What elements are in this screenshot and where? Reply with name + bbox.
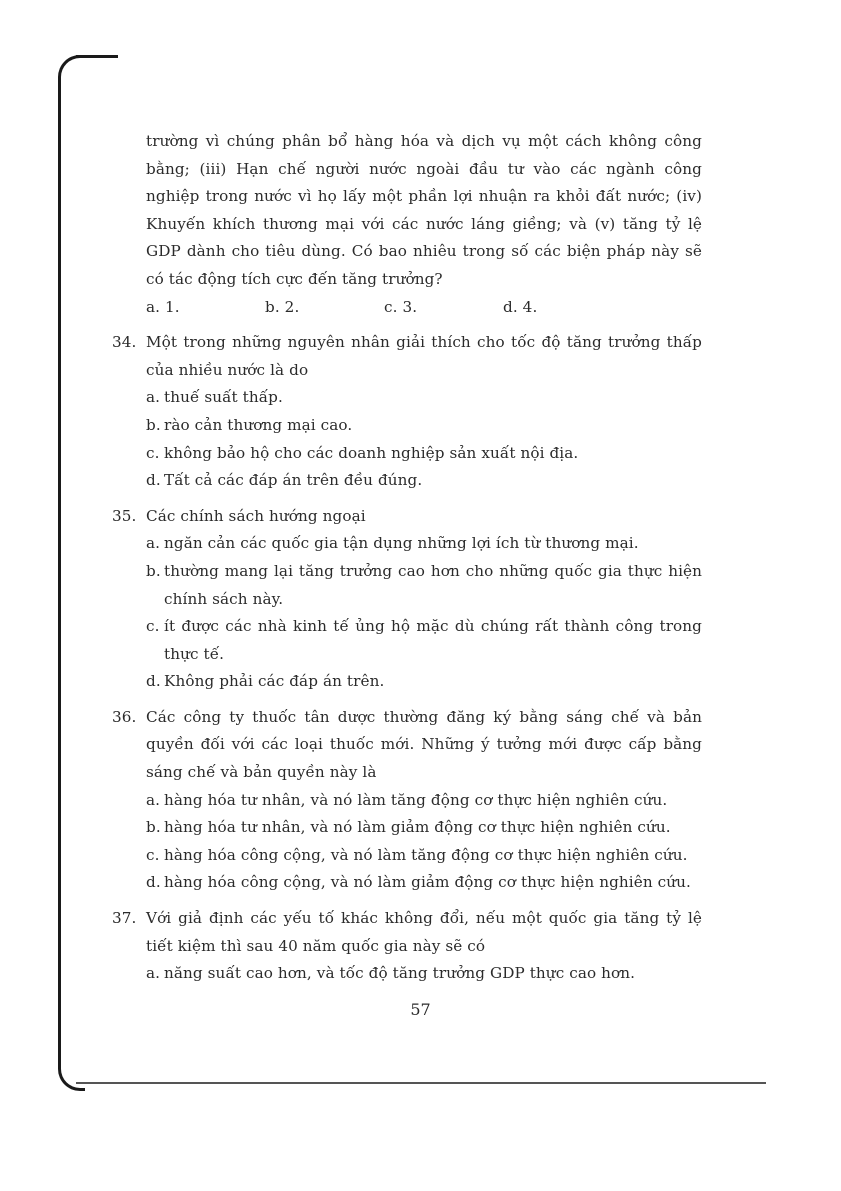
option-text: hàng hóa tư nhân, và nó làm tăng động cơ thực hiện nghiên cứu. (164, 790, 668, 809)
option-letter: a. (146, 534, 161, 553)
page-content (112, 128, 702, 988)
option-letter: c. (146, 443, 160, 462)
question-number: 37. (112, 909, 137, 928)
option-letter: a. (146, 790, 161, 809)
option-b (146, 558, 702, 613)
scan-border-bottom (76, 1082, 766, 1084)
option-text: ngăn cản các quốc gia tận dụng những lợi ích từ thương mại. (164, 534, 639, 553)
option-text: rào cản thương mại cao. (164, 415, 353, 434)
intro-paragraph: trường vì chúng phân bổ hàng hóa và dịch vụ một cách không công bằng; (iii) Hạn chế người nước ngoài đầu tư vào các ngành công nghiệp trong nước vì họ lấy một phần lợi nhuận ra khỏi đất nước; (iv) Khuyến khích thương mại với các nước láng giềng; và (v) tăng tỷ lệ GDP dành cho tiêu dùng. Có bao nhiêu trong số các biện pháp này sẽ có tác động tích cực đến tăng trưởng? (146, 132, 702, 288)
intro-option-d: d. 4. (503, 297, 538, 316)
option-letter: b. (146, 415, 161, 434)
option-c (146, 842, 702, 870)
page-number: 57 (410, 1000, 431, 1019)
option-text: hàng hóa công cộng, và nó làm tăng động cơ thực hiện nghiên cứu. (164, 845, 688, 864)
scan-border-top (76, 55, 118, 58)
option-a (146, 960, 702, 988)
question-34 (112, 329, 702, 495)
question-36 (112, 704, 702, 897)
option-text: thường mang lại tăng trưởng cao hơn cho những quốc gia thực hiện chính sách này. (164, 561, 702, 608)
intro-option-b: b. 2. (265, 297, 300, 316)
question-stem: Với giả định các yếu tố khác không đổi, nếu một quốc gia tăng tỷ lệ tiết kiệm thì sau 40 năm quốc gia này sẽ có (146, 909, 702, 955)
option-d (146, 467, 702, 495)
option-c (146, 440, 702, 468)
question-stem: Các chính sách hướng ngoại (146, 506, 366, 525)
option-a (146, 787, 702, 815)
option-a (146, 384, 702, 412)
option-letter: b. (146, 561, 161, 580)
option-text: hàng hóa công cộng, và nó làm giảm động cơ thực hiện nghiên cứu. (164, 873, 691, 892)
question-number: 35. (112, 506, 137, 525)
option-letter: d. (146, 471, 161, 490)
option-letter: c. (146, 845, 160, 864)
option-b (146, 814, 702, 842)
option-text: thuế suất thấp. (164, 388, 283, 407)
option-text: ít được các nhà kinh tế ủng hộ mặc dù chúng rất thành công trong thực tế. (164, 617, 702, 663)
option-text: Không phải các đáp án trên. (164, 672, 385, 691)
option-text: không bảo hộ cho các doanh nghiệp sản xuất nội địa. (164, 443, 579, 462)
question-37 (112, 905, 702, 988)
option-letter: d. (146, 672, 161, 691)
scan-border (58, 55, 85, 1091)
intro-option-c: c. 3. (384, 297, 418, 316)
question-number: 34. (112, 333, 137, 352)
question-number: 36. (112, 707, 137, 726)
option-letter: c. (146, 617, 160, 636)
option-letter: a. (146, 388, 161, 407)
question-stem: Một trong những nguyên nhân giải thích cho tốc độ tăng trưởng thấp của nhiều nước là do (146, 333, 702, 379)
option-text: năng suất cao hơn, và tốc độ tăng trưởng GDP thực cao hơn. (164, 964, 636, 983)
intro-options (112, 294, 702, 322)
option-b (146, 412, 702, 440)
option-d (146, 668, 702, 696)
option-a (146, 530, 702, 558)
option-c (146, 613, 702, 668)
option-text: hàng hóa tư nhân, và nó làm giảm động cơ thực hiện nghiên cứu. (164, 818, 671, 837)
option-text: Tất cả các đáp án trên đều đúng. (164, 471, 423, 490)
intro-option-a: a. 1. (146, 297, 180, 316)
option-d (146, 869, 702, 897)
question-stem: Các công ty thuốc tân dược thường đăng ký bằng sáng chế và bản quyền đối với các loại thuốc mới. Những ý tưởng mới được cấp bằng sáng chế và bản quyền này là (146, 707, 702, 782)
question-35 (112, 503, 702, 696)
option-letter: a. (146, 964, 161, 983)
option-letter: b. (146, 818, 161, 837)
option-letter: d. (146, 873, 161, 892)
